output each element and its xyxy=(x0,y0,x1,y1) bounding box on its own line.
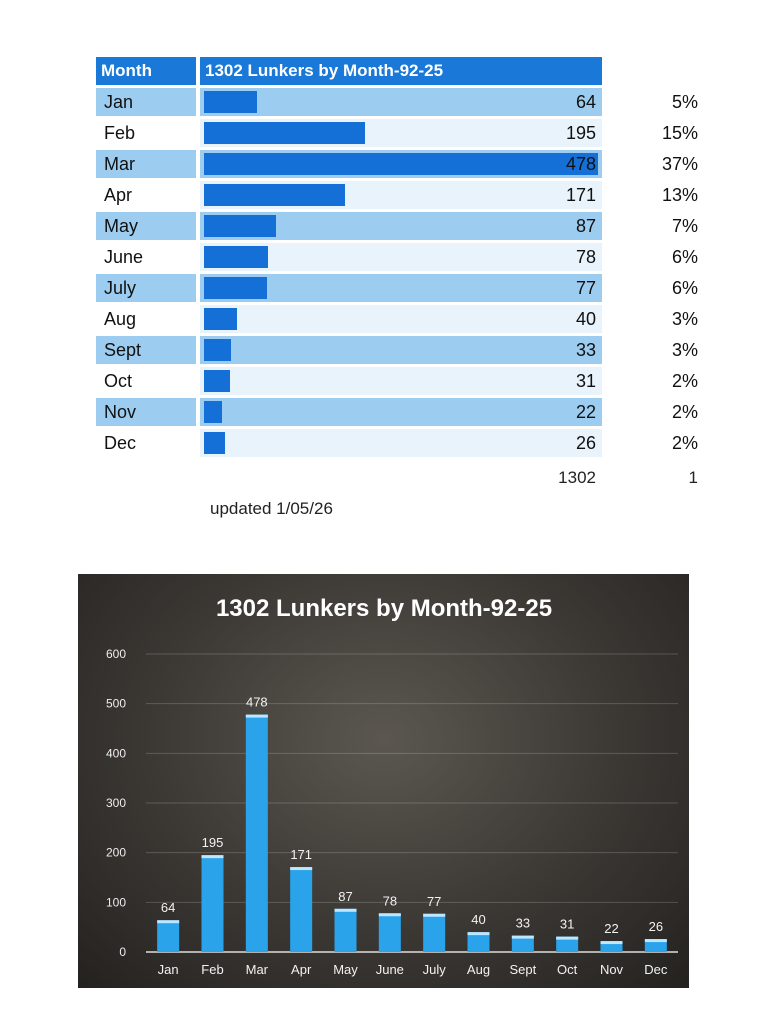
row-month: Apr xyxy=(96,181,196,209)
y-tick-label: 100 xyxy=(105,895,126,910)
row-data-bar xyxy=(204,122,365,144)
row-bar-cell xyxy=(200,119,602,147)
row-bar-cell xyxy=(200,336,602,364)
row-value: 40 xyxy=(575,309,596,329)
row-percent: 3% xyxy=(671,309,698,329)
x-tick-label: Mar xyxy=(245,962,269,977)
data-label: 31 xyxy=(559,916,575,932)
row-month: Oct xyxy=(96,367,196,395)
table-row xyxy=(96,274,736,302)
x-tick-label: Nov xyxy=(599,962,624,977)
chart-bar xyxy=(157,920,179,952)
row-data-bar xyxy=(204,215,276,237)
table-row xyxy=(96,429,736,457)
row-bar-cell xyxy=(200,88,602,116)
chart-bar-highlight xyxy=(290,867,312,870)
data-label: 87 xyxy=(338,888,353,904)
chart-bar-highlight xyxy=(379,913,401,916)
table-row xyxy=(96,336,736,364)
row-bar-cell xyxy=(200,181,602,209)
chart-bar xyxy=(379,913,401,952)
row-bar-cell xyxy=(200,398,602,426)
row-value: 195 xyxy=(565,123,596,143)
row-percent: 2% xyxy=(671,371,698,391)
row-data-bar xyxy=(204,246,268,268)
data-label: 26 xyxy=(648,919,664,935)
updated-note: updated 1/05/26 xyxy=(210,499,333,518)
y-tick-label: 500 xyxy=(105,696,126,711)
table-row xyxy=(96,119,736,147)
x-tick-label: Apr xyxy=(291,962,312,977)
chart-bar-highlight xyxy=(202,855,224,858)
row-data-bar xyxy=(204,432,225,454)
chart-bar xyxy=(202,855,224,952)
row-percent: 2% xyxy=(671,433,698,453)
row-value: 478 xyxy=(565,154,596,174)
chart-bar-highlight xyxy=(601,941,623,944)
x-tick-label: Sept xyxy=(509,962,537,977)
row-percent: 6% xyxy=(671,278,698,298)
row-data-bar xyxy=(204,153,598,175)
chart-bar-highlight xyxy=(157,920,179,923)
row-month: Dec xyxy=(96,429,196,457)
row-data-bar xyxy=(204,91,257,113)
row-bar-cell xyxy=(200,150,602,178)
row-value: 33 xyxy=(575,340,596,360)
row-bar-cell xyxy=(200,305,602,333)
y-tick-label: 600 xyxy=(105,647,126,661)
row-bar-cell xyxy=(200,212,602,240)
y-tick-label: 200 xyxy=(105,845,126,860)
row-month: June xyxy=(96,243,196,271)
row-value: 171 xyxy=(565,185,596,205)
chart-bar xyxy=(423,914,445,952)
row-value: 26 xyxy=(575,433,596,453)
row-bar-cell xyxy=(200,429,602,457)
data-label: 171 xyxy=(290,847,313,863)
chart-svg xyxy=(78,574,689,988)
lunkers-table xyxy=(96,57,736,527)
table-row xyxy=(96,398,736,426)
table-row xyxy=(96,150,736,178)
row-percent: 7% xyxy=(671,216,698,236)
header-month: Month xyxy=(96,57,196,85)
table-row xyxy=(96,367,736,395)
row-data-bar xyxy=(204,339,231,361)
row-month: Nov xyxy=(96,398,196,426)
total-value: 1302 xyxy=(558,468,596,487)
row-percent: 2% xyxy=(671,402,698,422)
row-data-bar xyxy=(204,370,230,392)
table-row xyxy=(96,88,736,116)
data-label: 22 xyxy=(604,921,619,937)
data-label: 40 xyxy=(471,912,486,928)
table-row xyxy=(96,181,736,209)
chart-bar-highlight xyxy=(645,939,667,942)
header-title: 1302 Lunkers by Month-92-25 xyxy=(200,57,602,85)
chart-bar-highlight xyxy=(335,909,357,912)
y-tick-label: 400 xyxy=(105,746,126,761)
data-label: 77 xyxy=(426,893,442,909)
data-label: 195 xyxy=(201,835,224,851)
x-tick-label: Dec xyxy=(644,962,668,977)
x-tick-label: July xyxy=(422,962,446,977)
row-value: 31 xyxy=(575,371,596,391)
row-month: July xyxy=(96,274,196,302)
row-data-bar xyxy=(204,308,237,330)
chart-bar-highlight xyxy=(423,914,445,917)
row-month: Mar xyxy=(96,150,196,178)
data-label: 33 xyxy=(515,915,531,931)
x-tick-label: May xyxy=(333,962,358,977)
table-row xyxy=(96,305,736,333)
x-tick-label: Feb xyxy=(201,962,224,977)
row-percent: 3% xyxy=(671,340,698,360)
x-tick-label: June xyxy=(375,962,404,977)
row-percent: 15% xyxy=(661,123,698,143)
row-bar-cell xyxy=(200,243,602,271)
table-row xyxy=(96,212,736,240)
chart-bar-highlight xyxy=(468,932,490,935)
row-value: 87 xyxy=(575,216,596,236)
row-data-bar xyxy=(204,277,267,299)
row-value: 22 xyxy=(575,402,596,422)
row-bar-cell xyxy=(200,274,602,302)
x-tick-label: Aug xyxy=(466,962,491,977)
row-value: 64 xyxy=(575,92,596,112)
y-tick-label: 300 xyxy=(105,796,126,810)
data-label: 78 xyxy=(382,893,398,909)
row-value: 78 xyxy=(575,247,596,267)
row-month: Sept xyxy=(96,336,196,364)
row-percent: 5% xyxy=(671,92,698,112)
chart-bar-highlight xyxy=(246,715,268,718)
table-row xyxy=(96,243,736,271)
chart-title: 1302 Lunkers by Month-92-25 xyxy=(215,595,553,622)
data-label: 478 xyxy=(245,694,268,710)
row-bar-cell xyxy=(200,367,602,395)
y-tick-label: 0 xyxy=(119,945,126,959)
chart-bar xyxy=(335,909,357,952)
row-percent: 6% xyxy=(671,247,698,267)
chart-bar-highlight xyxy=(512,936,534,939)
row-month: Feb xyxy=(96,119,196,147)
total-percent: 1 xyxy=(688,468,698,487)
chart-bar xyxy=(290,867,312,952)
data-label: 64 xyxy=(160,900,176,916)
row-month: Jan xyxy=(96,88,196,116)
x-tick-label: Oct xyxy=(557,962,578,977)
row-month: Aug xyxy=(96,305,196,333)
lunkers-chart xyxy=(78,574,689,988)
x-tick-label: Jan xyxy=(157,962,179,977)
row-percent: 13% xyxy=(661,185,698,205)
row-data-bar xyxy=(204,184,345,206)
chart-bar xyxy=(246,715,268,952)
row-percent: 37% xyxy=(661,154,698,174)
chart-bar-highlight xyxy=(556,937,578,940)
row-data-bar xyxy=(204,401,222,423)
row-value: 77 xyxy=(575,278,596,298)
row-month: May xyxy=(96,212,196,240)
